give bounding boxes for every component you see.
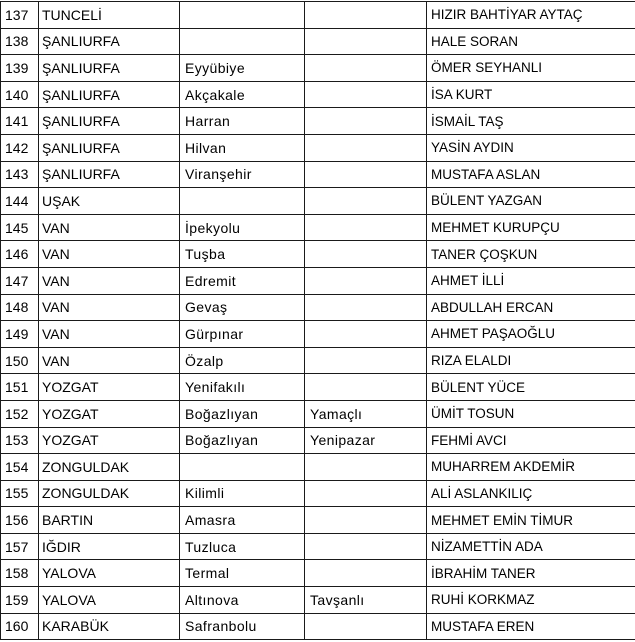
row-number-cell: 154	[1, 454, 39, 481]
town-cell	[305, 374, 427, 401]
table-row	[1, 587, 635, 614]
town-cell	[305, 480, 427, 507]
candidate-table	[0, 1, 635, 640]
table-row	[1, 347, 635, 374]
candidate-name-cell: İSMAİL TAŞ	[427, 108, 635, 135]
district-cell: Boğazlıyan	[180, 400, 305, 427]
candidate-name-cell: ÖMER SEYHANLI	[427, 55, 635, 82]
district-cell: Harran	[180, 108, 305, 135]
candidate-name-cell: AHMET İLLİ	[427, 267, 635, 294]
province-cell: ZONGULDAK	[39, 454, 180, 481]
town-cell	[305, 81, 427, 108]
row-number-cell: 151	[1, 374, 39, 401]
table-row	[1, 161, 635, 188]
province-cell: ŞANLIURFA	[39, 28, 180, 55]
district-cell: Yenifakılı	[180, 374, 305, 401]
table-row	[1, 81, 635, 108]
candidate-name-cell: MUSTAFA EREN	[427, 613, 635, 640]
table-row	[1, 507, 635, 534]
province-cell: KARABÜK	[39, 613, 180, 640]
district-cell: Safranbolu	[180, 613, 305, 640]
table-row	[1, 613, 635, 640]
town-cell	[305, 294, 427, 321]
candidate-name-cell: MEHMET KURUPÇU	[427, 214, 635, 241]
candidate-name-cell: İBRAHİM TANER	[427, 560, 635, 587]
town-cell	[305, 134, 427, 161]
candidate-name-cell: HIZIR BAHTİYAR AYTAÇ	[427, 2, 635, 29]
town-cell: Yenipazar	[305, 427, 427, 454]
row-number-cell: 150	[1, 347, 39, 374]
town-cell	[305, 507, 427, 534]
table-row	[1, 214, 635, 241]
district-cell: Eyyübiye	[180, 55, 305, 82]
district-cell: Özalp	[180, 347, 305, 374]
province-cell: ŞANLIURFA	[39, 81, 180, 108]
district-cell: Kilimli	[180, 480, 305, 507]
district-cell: Altınova	[180, 587, 305, 614]
candidate-name-cell: TANER ÇOŞKUN	[427, 241, 635, 268]
province-cell: IĞDIR	[39, 533, 180, 560]
town-cell	[305, 161, 427, 188]
province-cell: VAN	[39, 347, 180, 374]
row-number-cell: 138	[1, 28, 39, 55]
district-cell	[180, 454, 305, 481]
district-cell	[180, 2, 305, 29]
province-cell: YOZGAT	[39, 427, 180, 454]
table-row	[1, 454, 635, 481]
row-number-cell: 148	[1, 294, 39, 321]
district-cell: Termal	[180, 560, 305, 587]
table-row	[1, 28, 635, 55]
town-cell	[305, 28, 427, 55]
district-cell: Tuşba	[180, 241, 305, 268]
town-cell: Yamaçlı	[305, 400, 427, 427]
district-cell: Edremit	[180, 267, 305, 294]
candidate-name-cell: YASİN AYDIN	[427, 134, 635, 161]
province-cell: YALOVA	[39, 560, 180, 587]
row-number-cell: 149	[1, 321, 39, 348]
table-row	[1, 374, 635, 401]
province-cell: ŞANLIURFA	[39, 55, 180, 82]
table-row	[1, 480, 635, 507]
candidate-name-cell: MUSTAFA ASLAN	[427, 161, 635, 188]
town-cell	[305, 2, 427, 29]
row-number-cell: 146	[1, 241, 39, 268]
table-body	[1, 2, 635, 640]
row-number-cell: 139	[1, 55, 39, 82]
province-cell: ZONGULDAK	[39, 480, 180, 507]
town-cell	[305, 347, 427, 374]
province-cell: ŞANLIURFA	[39, 161, 180, 188]
row-number-cell: 147	[1, 267, 39, 294]
town-cell	[305, 267, 427, 294]
town-cell	[305, 188, 427, 215]
province-cell: UŞAK	[39, 188, 180, 215]
district-cell: Viranşehir	[180, 161, 305, 188]
row-number-cell: 141	[1, 108, 39, 135]
table-row	[1, 134, 635, 161]
district-cell: Amasra	[180, 507, 305, 534]
candidate-name-cell: RUHİ KORKMAZ	[427, 587, 635, 614]
row-number-cell: 140	[1, 81, 39, 108]
table-row	[1, 533, 635, 560]
row-number-cell: 158	[1, 560, 39, 587]
row-number-cell: 137	[1, 2, 39, 29]
town-cell	[305, 613, 427, 640]
table-row	[1, 188, 635, 215]
row-number-cell: 144	[1, 188, 39, 215]
district-cell	[180, 28, 305, 55]
town-cell	[305, 321, 427, 348]
province-cell: VAN	[39, 241, 180, 268]
table-row	[1, 108, 635, 135]
table-row	[1, 2, 635, 29]
province-cell: TUNCELİ	[39, 2, 180, 29]
province-cell: VAN	[39, 267, 180, 294]
province-cell: YOZGAT	[39, 374, 180, 401]
row-number-cell: 142	[1, 134, 39, 161]
row-number-cell: 157	[1, 533, 39, 560]
candidate-name-cell: ALİ ASLANKILIÇ	[427, 480, 635, 507]
town-cell	[305, 533, 427, 560]
town-cell	[305, 55, 427, 82]
province-cell: VAN	[39, 321, 180, 348]
table-row	[1, 560, 635, 587]
candidate-name-cell: NİZAMETTİN ADA	[427, 533, 635, 560]
table-row	[1, 55, 635, 82]
table-row	[1, 267, 635, 294]
table-row	[1, 427, 635, 454]
town-cell	[305, 560, 427, 587]
province-cell: BARTIN	[39, 507, 180, 534]
town-cell	[305, 241, 427, 268]
candidate-name-cell: İSA KURT	[427, 81, 635, 108]
candidate-name-cell: BÜLENT YAZGAN	[427, 188, 635, 215]
table-row	[1, 321, 635, 348]
candidate-name-cell: RIZA ELALDI	[427, 347, 635, 374]
province-cell: YALOVA	[39, 587, 180, 614]
district-cell: Tuzluca	[180, 533, 305, 560]
candidate-name-cell: ÜMİT TOSUN	[427, 400, 635, 427]
row-number-cell: 159	[1, 587, 39, 614]
row-number-cell: 155	[1, 480, 39, 507]
row-number-cell: 160	[1, 613, 39, 640]
candidate-name-cell: FEHMİ AVCI	[427, 427, 635, 454]
district-cell	[180, 188, 305, 215]
district-cell: Akçakale	[180, 81, 305, 108]
row-number-cell: 145	[1, 214, 39, 241]
district-cell: Gevaş	[180, 294, 305, 321]
candidate-name-cell: MUHARREM AKDEMİR	[427, 454, 635, 481]
town-cell	[305, 214, 427, 241]
candidate-name-cell: AHMET PAŞAOĞLU	[427, 321, 635, 348]
row-number-cell: 143	[1, 161, 39, 188]
district-cell: Hilvan	[180, 134, 305, 161]
town-cell	[305, 454, 427, 481]
candidate-name-cell: HALE SORAN	[427, 28, 635, 55]
town-cell	[305, 108, 427, 135]
province-cell: ŞANLIURFA	[39, 108, 180, 135]
table-row	[1, 400, 635, 427]
province-cell: VAN	[39, 294, 180, 321]
province-cell: ŞANLIURFA	[39, 134, 180, 161]
district-cell: Gürpınar	[180, 321, 305, 348]
table-row	[1, 241, 635, 268]
row-number-cell: 153	[1, 427, 39, 454]
candidate-name-cell: MEHMET EMİN TİMUR	[427, 507, 635, 534]
table-row	[1, 294, 635, 321]
province-cell: YOZGAT	[39, 400, 180, 427]
candidate-name-cell: ABDULLAH ERCAN	[427, 294, 635, 321]
district-cell: Boğazlıyan	[180, 427, 305, 454]
town-cell: Tavşanlı	[305, 587, 427, 614]
row-number-cell: 152	[1, 400, 39, 427]
candidate-name-cell: BÜLENT YÜCE	[427, 374, 635, 401]
row-number-cell: 156	[1, 507, 39, 534]
province-cell: VAN	[39, 214, 180, 241]
district-cell: İpekyolu	[180, 214, 305, 241]
